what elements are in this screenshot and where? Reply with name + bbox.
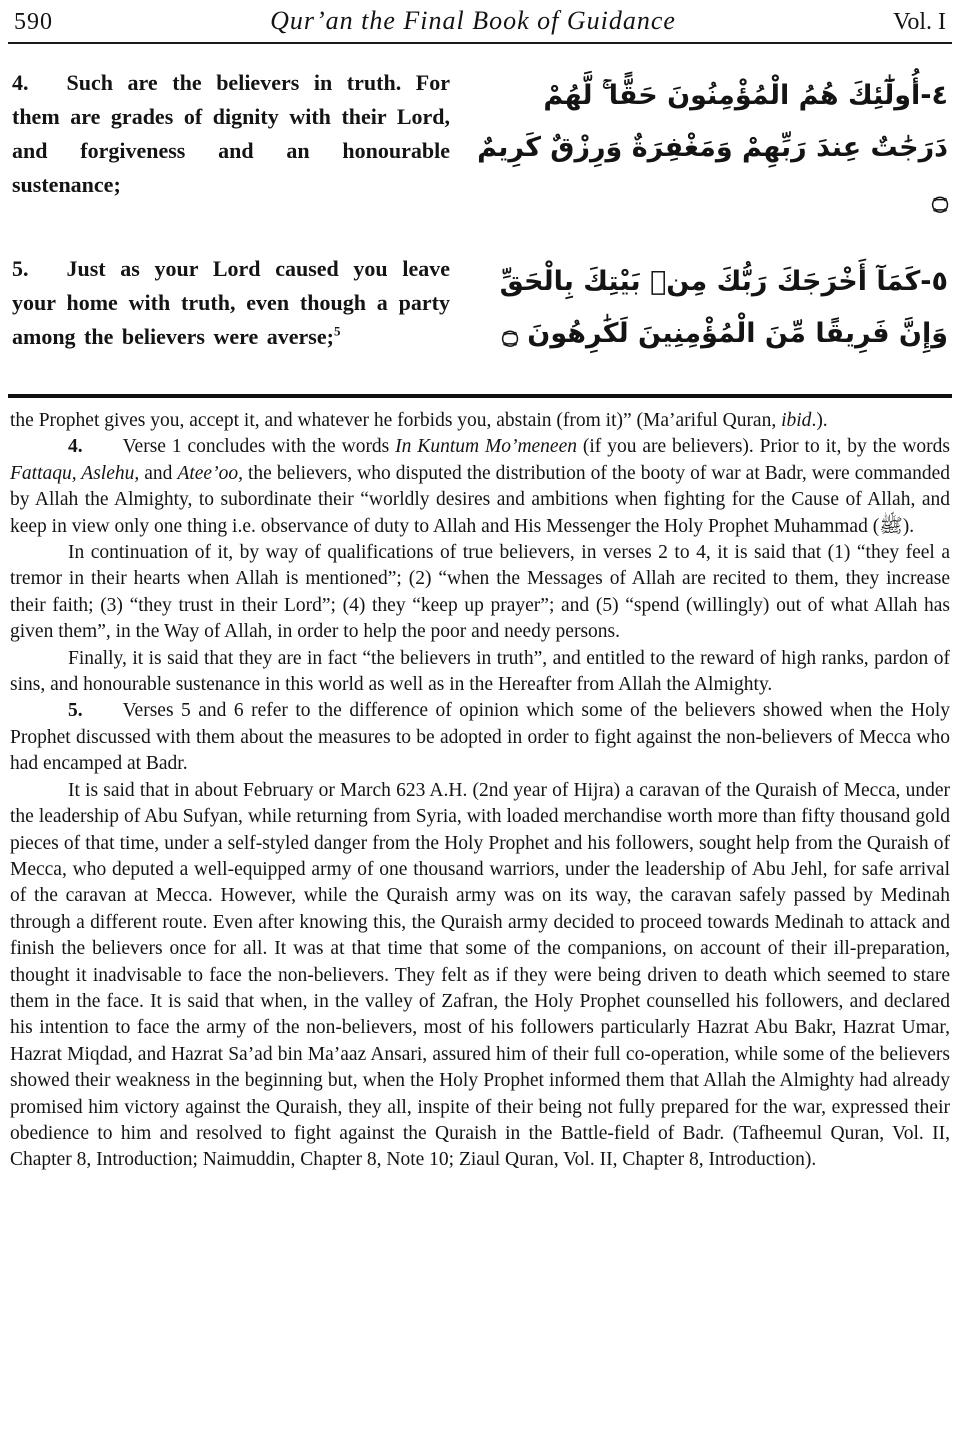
verse-translation-text: Just as your Lord caused you leave your home with truth, even though a party among the believers were averse; bbox=[12, 256, 450, 349]
verse-row-5 bbox=[12, 252, 948, 360]
commentary-paragraph: It is said that in about February or March 623 A.H. (2nd year of Hijra) a caravan of the Quraish of Mecca, under the leadership of Abu Sufyan, while returning from Syria, with loaded merchandise worth more than fifty thousand gold pieces of that time, under a self-styled danger from the Holy Prophet and his followers, sought help from the Quraish of Mecca, who deputed a well-equipped army of one thousand warriors, under the leadership of Abu Jehl, for safe arrival of the caravan at Mecca. However, while the Quraish army was on its way, the caravan safely passed by Medinah through a different route. Even after knowing this, the Quraish army decided to proceed towards Medinah to attack and finish the believers once for all. It was at that time that some of the companions, on account of their ill-preparation, thought it inadvisable to face the non-believers. They felt as if they were being driven to death which seemed to stare them in the face. It is said that when, in the valley of Zafran, the Holy Prophet counselled his followers, and declared his intention to face the army of the non-believers, most of his followers particularly Hazrat Abu Bakr, Hazrat Umar, Hazrat Miqdad, and Hazrat Sa’ad bin Ma’aaz Ansari, assured him of their full co-operation, while some of the believers showed their weakness in the beginning but, when the Holy Prophet informed them that Allah the Almighty had already promised him victory against the Quraish, they all, inspite of their being not fully prepared for the war, expressed their obedience to him and resolved to fight against the Quraish in the Battle-field of Badr. (Tafheemul Quran, Vol. II, Chapter 8, Introduction; Naimuddin, Chapter 8, Note 10; Ziaul Quran, Vol. II, Chapter 8, Introduction). bbox=[10, 779, 950, 1171]
page-header bbox=[0, 0, 960, 40]
footnote-marker: 5 bbox=[333, 323, 341, 339]
section-divider bbox=[8, 394, 952, 398]
verse-translation bbox=[12, 66, 450, 202]
verse-section bbox=[0, 44, 960, 390]
verse-translation-text: Such are the believers in truth. For them are grades of dignity with their Lord, and forgiveness and an honourable sustenance; bbox=[12, 70, 450, 197]
commentary-paragraph: 5. Verses 5 and 6 refer to the difference of opinion which some of the believers showed when the Holy Prophet discussed with them about the measures to be adopted in order to fight against the non-believers of Mecca who had encamped at Badr. bbox=[10, 700, 950, 775]
verse-arabic-text: ٤-أُولَٰٓئِكَ هُمُ الْمُؤْمِنُونَ حَقًّا ۚ لَّهُمْ دَرَجَٰتٌ عِندَ رَبِّهِمْ وَمَغْفِرَةٌ وَرِزْقٌ كَرِيمٌ ۝ bbox=[477, 80, 948, 215]
commentary-paragraph: 4. Verse 1 concludes with the words In Kuntum Mo’meneen (if you are believers). Prior to it, by the words Fattaqu, Aslehu, and Atee’oo, the believers, who disputed the distribution of the booty of war at Badr, were commanded by Allah the Almighty, to subordinate their “worldly desires and ambitions when fighting for the Cause of Allah, and keep in view only one thing i.e. observance of duty to Allah and His Messenger the Holy Prophet Muhammad (ﷺ). bbox=[10, 436, 951, 537]
paragraph-number: 5. bbox=[68, 700, 83, 722]
commentary bbox=[0, 404, 960, 1174]
commentary-paragraph: the Prophet gives you, accept it, and whatever he forbids you, abstain (from it)” (Ma’ariful Quran, ibid.). bbox=[10, 410, 828, 431]
verse-row-4 bbox=[12, 66, 948, 226]
page-number: 590 bbox=[14, 9, 53, 35]
verse-number: 4. bbox=[12, 70, 29, 95]
commentary-paragraph: In continuation of it, by way of qualifications of true believers, in verses 2 to 4, it is said that (1) “they feel a tremor in their hearts when Allah is mentioned”; (2) “when the Messages of Allah are recited to them, they increase their faith; (3) “they trust in their Lord”; (4) they “keep up prayer”; and (5) “spend (willingly) out of what Allah has given them”, in the Way of Allah, in order to help the poor and needy persons. bbox=[10, 542, 950, 643]
commentary-paragraph: Finally, it is said that they are in fact “the believers in truth”, and entitled to the reward of high ranks, pardon of sins, and honourable sustenance in this world as well as in the Hereafter from Allah the Almighty. bbox=[10, 647, 950, 696]
volume-label: Vol. I bbox=[893, 9, 946, 35]
verse-translation bbox=[12, 252, 450, 354]
book-title: Qur’an the Final Book of Guidance bbox=[270, 6, 676, 35]
verse-arabic-text: ٥-كَمَآ أَخْرَجَكَ رَبُّكَ مِنۢ بَيْتِكَ بِالْحَقِّ وَإِنَّ فَرِيقًا مِّنَ الْمُؤْمِنِينَ لَكَٰرِهُونَ ۝ bbox=[499, 266, 948, 349]
paragraph-number: 4. bbox=[68, 436, 83, 458]
verse-number: 5. bbox=[12, 256, 29, 281]
